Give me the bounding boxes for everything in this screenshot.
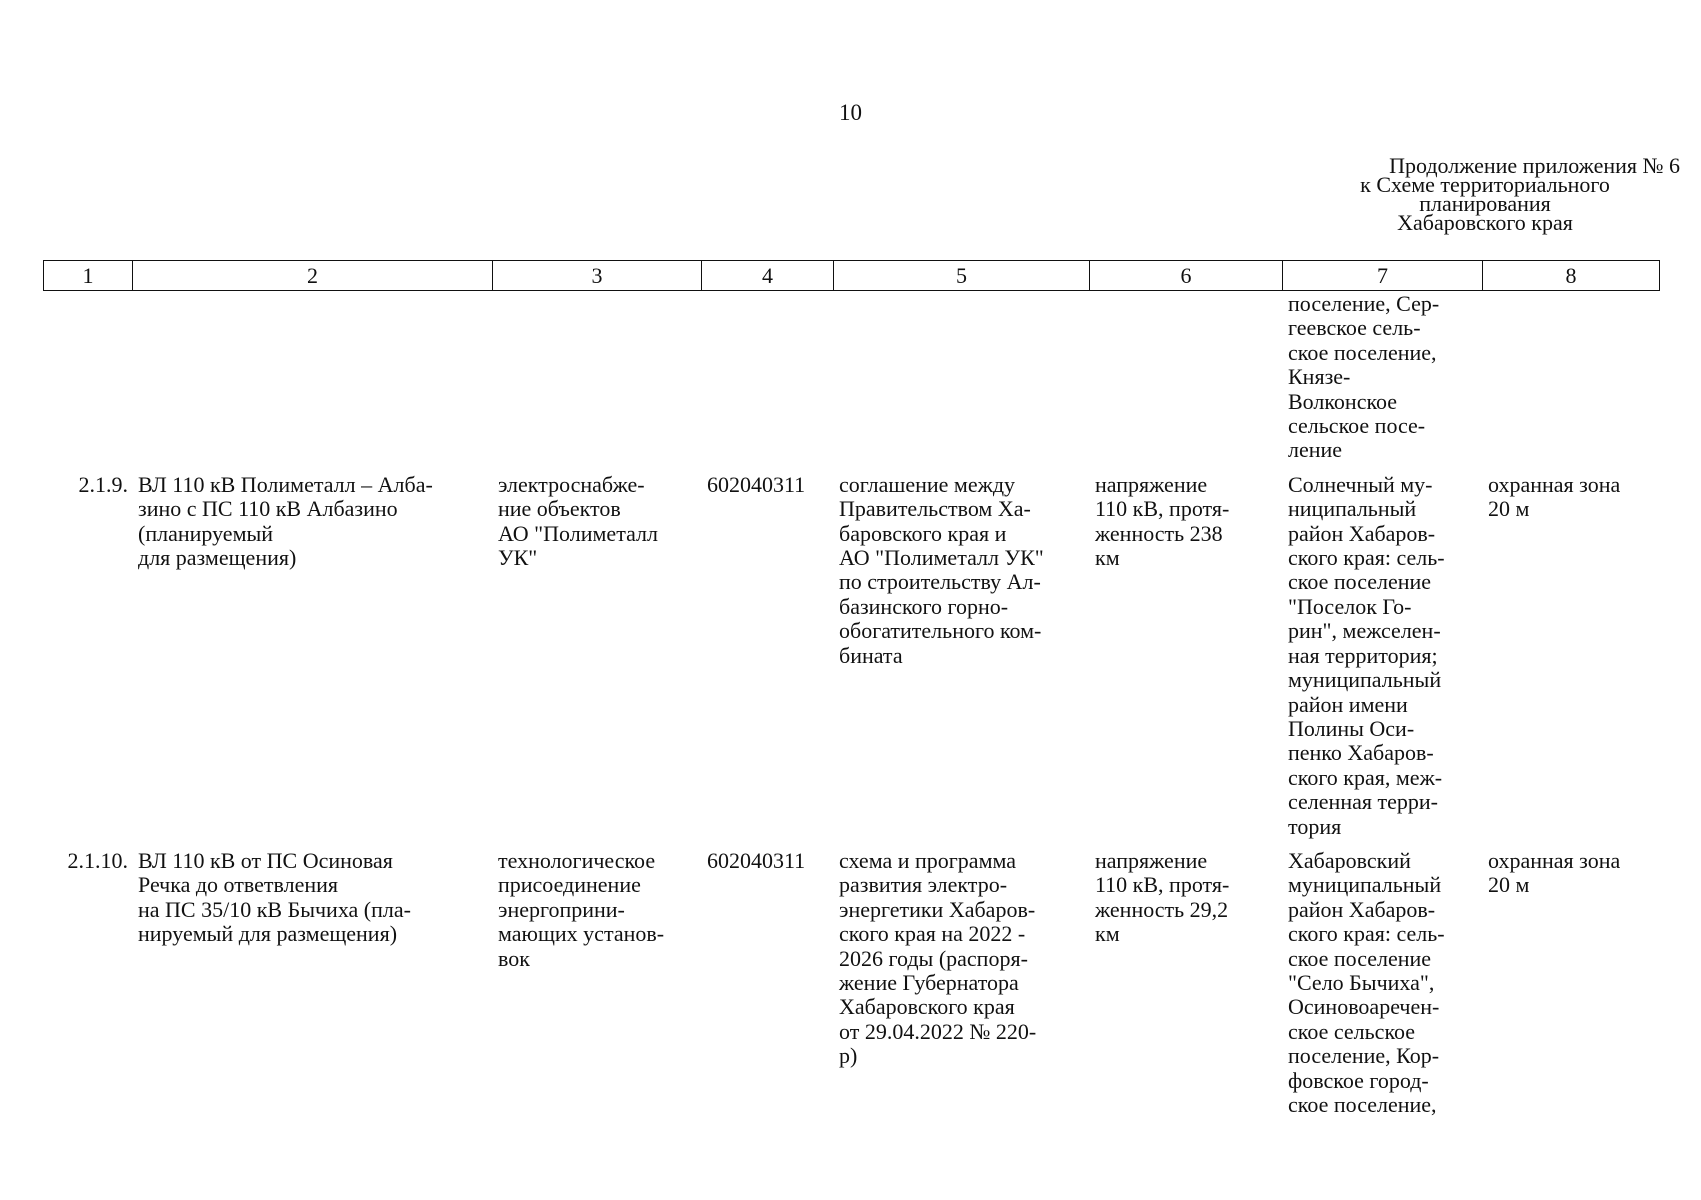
cell-name: ВЛ 110 кВ от ПС Осиновая Речка до ответвления на ПС 35/10 кВ Бычиха (пла- нируемый для размещения)	[138, 847, 411, 947]
header-row	[44, 261, 1660, 291]
table-row-2-1-10	[43, 849, 1659, 1117]
appendix-heading-line-2: к Схеме территориального	[1360, 172, 1610, 197]
appendix-heading-line-3: планирования	[1419, 191, 1551, 216]
cell-number	[43, 292, 132, 473]
column-header-2: 2	[133, 261, 493, 291]
cell-number: 2.1.9.	[78, 471, 128, 497]
table-row-continuation	[43, 292, 1659, 473]
cell-characteristics: напряжение 110 кВ, протя- женность 238 км	[1095, 471, 1230, 571]
column-header-5: 5	[834, 261, 1090, 291]
objects-table	[43, 292, 1659, 1117]
column-header-6: 6	[1090, 261, 1283, 291]
cell-characteristics: напряжение 110 кВ, протя- женность 29,2 км	[1095, 847, 1230, 947]
column-header-8: 8	[1483, 261, 1660, 291]
column-header-7: 7	[1283, 261, 1483, 291]
cell-zone: охранная зона 20 м	[1488, 847, 1621, 898]
cell-characteristics	[1089, 292, 1282, 473]
cell-location: Солнечный му- ниципальный район Хабаров- ского края: сель- ское поселение "Поселок Го- рин", межселен- ная территория; муниципальный район имени Полины Оси- пенко Хабаров- ского края, меж- селенная терри- тория	[1288, 471, 1445, 839]
cell-code: 602040311	[707, 847, 806, 873]
appendix-heading-line-4: Хабаровского края	[1397, 210, 1573, 235]
cell-location: поселение, Сер- геевское сель- ское поселение, Князе- Волконское сельское посе- ление	[1288, 291, 1440, 463]
cell-purpose	[492, 292, 701, 473]
cell-zone	[1482, 292, 1659, 473]
cell-zone: охранная зона 20 м	[1488, 471, 1621, 522]
cell-name: ВЛ 110 кВ Полиметалл – Алба- зино с ПС 110 кВ Албазино (планируемый для размещения)	[138, 471, 433, 571]
cell-basis	[833, 292, 1089, 473]
cell-purpose: технологическое присоединение энергоприни- мающих установ- вок	[498, 847, 665, 971]
column-header-3: 3	[493, 261, 702, 291]
cell-number: 2.1.10.	[67, 847, 128, 873]
table-row-2-1-9	[43, 473, 1659, 849]
appendix-heading	[1290, 153, 1680, 235]
column-header-1: 1	[44, 261, 133, 291]
cell-basis: соглашение между Правительством Ха- баровского края и АО "Полиметалл УК" по строительству Ал- базинского горно- обогатительного ком- бината	[839, 471, 1044, 668]
cell-location: Хабаровский муниципальный район Хабаров- ского края: сель- ское поселение "Село Бычиха", Осиновоаречен- ское сельское поселение, Кор- фовское город- ское поселение,	[1288, 847, 1445, 1117]
appendix-heading-line-1: Продолжение приложения № 6	[1389, 153, 1680, 178]
cell-code: 602040311	[707, 471, 806, 497]
cell-basis: схема и программа развития электро- энергетики Хабаров- ского края на 2022 - 2026 годы (распоря- жение Губернатора Хабаровского края от 29.04.2022 № 220- р)	[839, 847, 1037, 1069]
cell-purpose: электроснабже- ние объектов АО "Полиметалл УК"	[498, 471, 658, 571]
column-header-4: 4	[702, 261, 834, 291]
column-number-header	[43, 260, 1660, 291]
cell-name	[132, 292, 492, 473]
page-number: 10	[839, 100, 862, 125]
cell-code	[701, 292, 833, 473]
